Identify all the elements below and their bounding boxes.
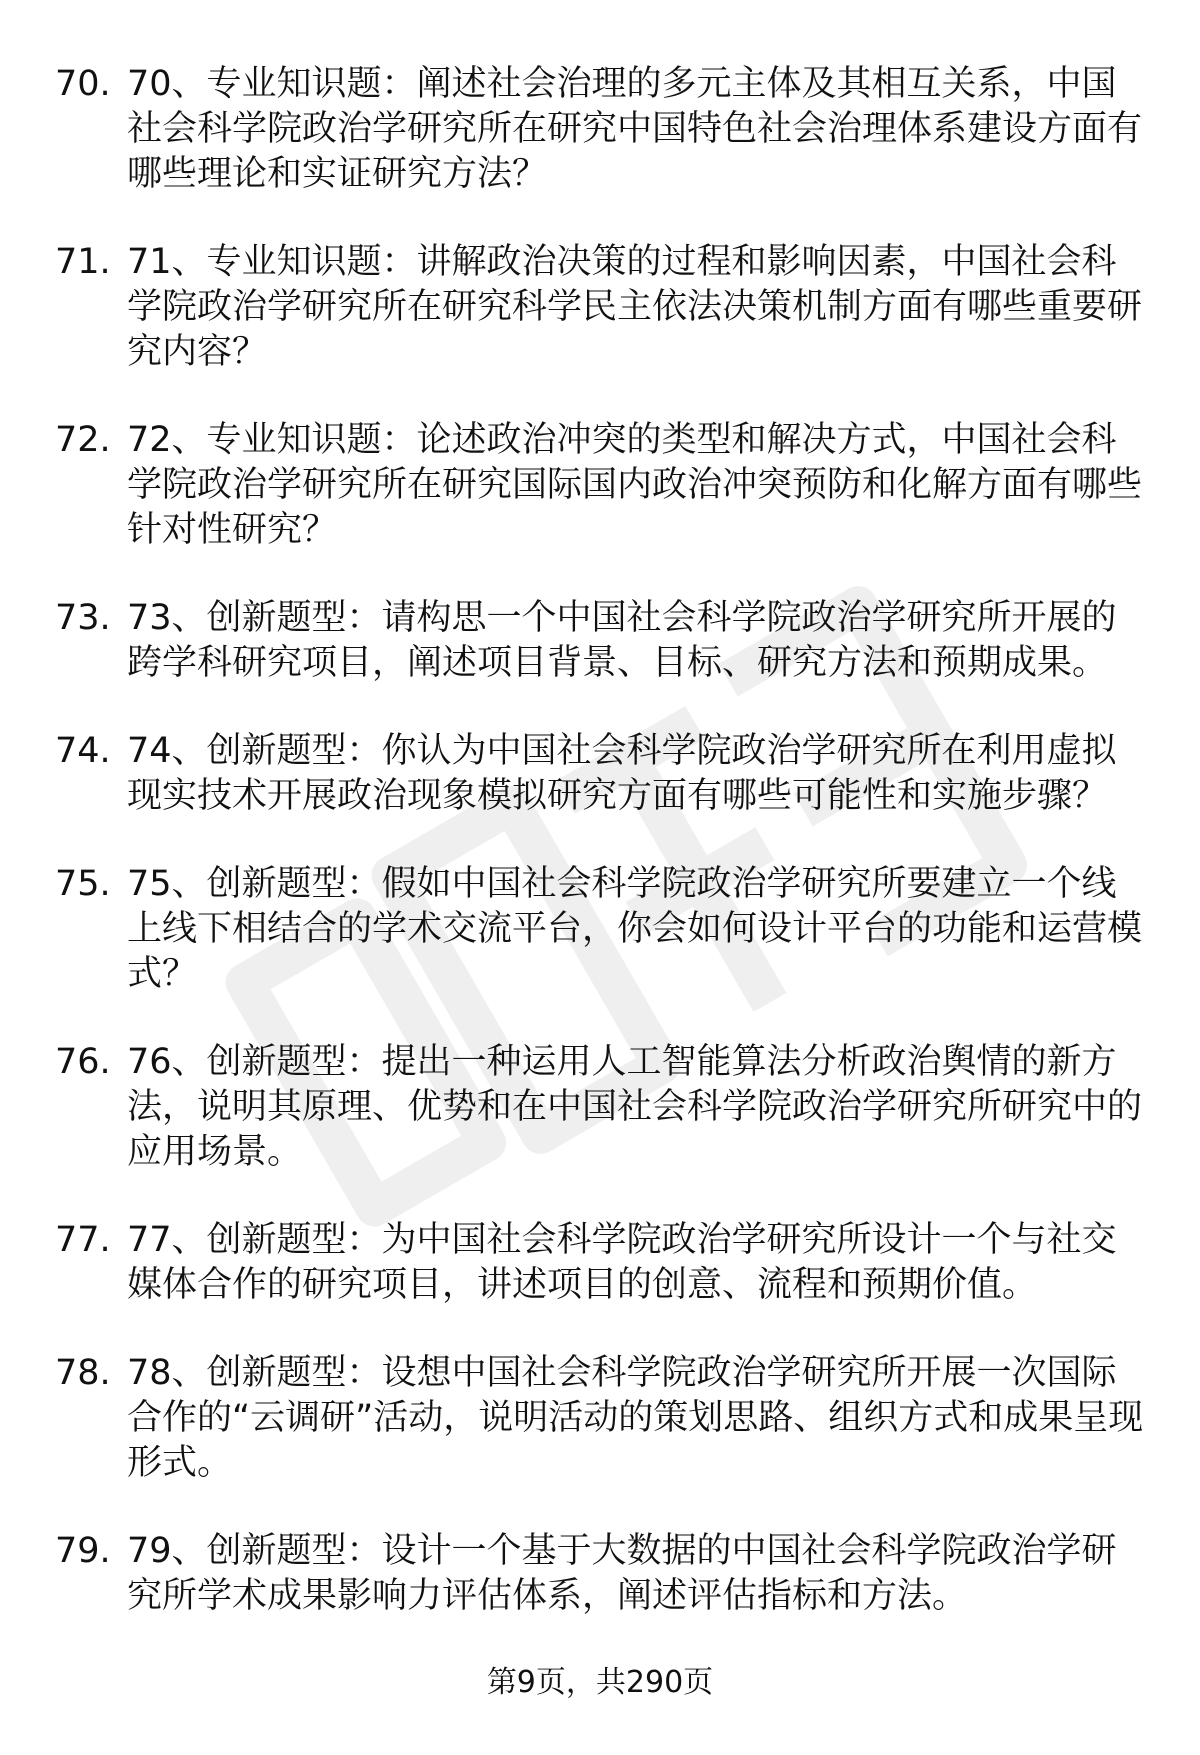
question-number: 76. bbox=[55, 1042, 111, 1082]
question-item bbox=[55, 596, 1145, 686]
question-number: 72. bbox=[55, 420, 111, 460]
question-item bbox=[55, 62, 1145, 197]
page-footer bbox=[0, 1663, 1200, 1703]
question-item bbox=[55, 729, 1145, 819]
question-number: 73. bbox=[55, 598, 111, 638]
question-number: 78. bbox=[55, 1353, 111, 1393]
question-number: 71. bbox=[55, 242, 111, 282]
question-number: 75. bbox=[55, 864, 111, 904]
question-item bbox=[55, 1218, 1145, 1308]
question-text: 71、专业知识题：讲解政治决策的过程和影响因素，中国社会科学院政治学研究所在研究科学民主依法决策机制方面有哪些重要研究内容？ bbox=[127, 242, 1143, 372]
question-text: 73、创新题型：请构思一个中国社会科学院政治学研究所开展的跨学科研究项目，阐述项目背景、目标、研究方法和预期成果。 bbox=[127, 598, 1117, 683]
question-text: 72、专业知识题：论述政治冲突的类型和解决方式，中国社会科学院政治学研究所在研究国际国内政治冲突预防和化解方面有哪些针对性研究？ bbox=[127, 420, 1143, 550]
question-text: 75、创新题型：假如中国社会科学院政治学研究所要建立一个线上线下相结合的学术交流平台，你会如何设计平台的功能和运营模式？ bbox=[127, 864, 1143, 994]
question-text: 78、创新题型：设想中国社会科学院政治学研究所开展一次国际合作的“云调研”活动，说明活动的策划思路、组织方式和成果呈现形式。 bbox=[127, 1353, 1144, 1483]
question-item bbox=[55, 1529, 1145, 1619]
question-number: 79. bbox=[55, 1531, 111, 1571]
question-number: 70. bbox=[55, 64, 111, 104]
question-item bbox=[55, 418, 1145, 553]
question-list bbox=[55, 62, 1145, 1662]
question-text: 74、创新题型：你认为中国社会科学院政治学研究所在利用虚拟现实技术开展政治现象模拟研究方面有哪些可能性和实施步骤？ bbox=[127, 731, 1117, 816]
question-text: 70、专业知识题：阐述社会治理的多元主体及其相互关系，中国社会科学院政治学研究所在研究中国特色社会治理体系建设方面有哪些理论和实证研究方法？ bbox=[127, 64, 1143, 194]
question-text: 79、创新题型：设计一个基于大数据的中国社会科学院政治学研究所学术成果影响力评估体系，阐述评估指标和方法。 bbox=[127, 1531, 1117, 1616]
question-number: 77. bbox=[55, 1220, 111, 1260]
question-number: 74. bbox=[55, 731, 111, 771]
question-item bbox=[55, 1040, 1145, 1175]
question-text: 77、创新题型：为中国社会科学院政治学研究所设计一个与社交媒体合作的研究项目，讲述项目的创意、流程和预期价值。 bbox=[127, 1220, 1117, 1305]
question-item bbox=[55, 240, 1145, 375]
page-number-label: 第9页，共290页 bbox=[486, 1665, 714, 1700]
question-item bbox=[55, 1351, 1145, 1486]
question-item bbox=[55, 862, 1145, 997]
question-text: 76、创新题型：提出一种运用人工智能算法分析政治舆情的新方法，说明其原理、优势和在中国社会科学院政治学研究所研究中的应用场景。 bbox=[127, 1042, 1143, 1172]
